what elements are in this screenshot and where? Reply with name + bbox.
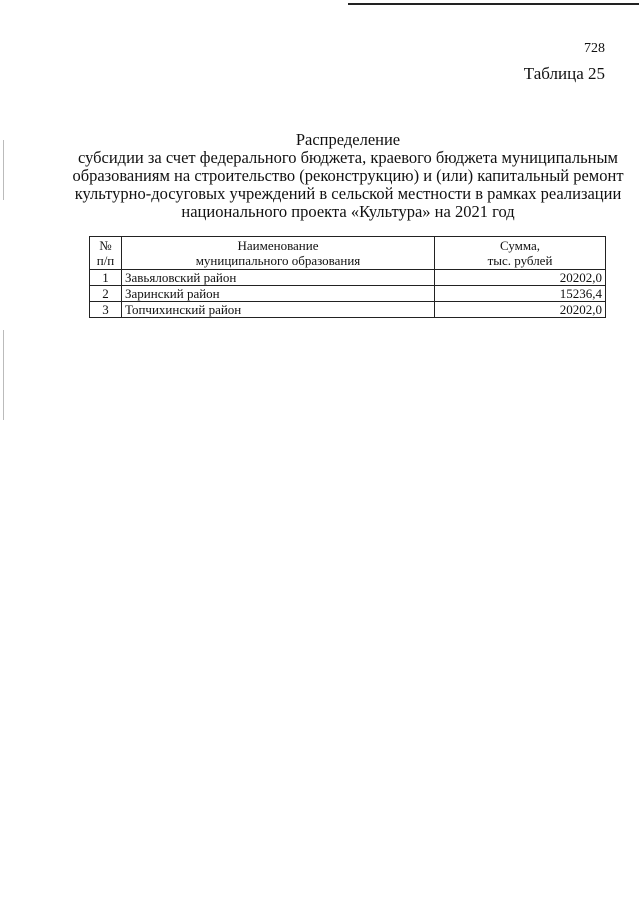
row-district: Топчихинский район: [122, 302, 435, 318]
scan-edge-mark: [3, 330, 4, 420]
subsidy-table: [89, 236, 606, 318]
title-line: субсидии за счет федерального бюджета, краевого бюджета муниципальным: [77, 148, 618, 167]
table-header-row: [90, 237, 606, 270]
top-edge-rule: [348, 3, 639, 5]
row-district: Заринский район: [122, 286, 435, 302]
table-row: [90, 302, 606, 318]
scan-edge-mark: [3, 140, 4, 200]
table-row: [90, 286, 606, 302]
row-sum: 20202,0: [435, 270, 606, 286]
row-sum: 20202,0: [435, 302, 606, 318]
document-title: [60, 131, 636, 221]
title-line: культурно-досуговых учреждений в сельской местности в рамках реализации: [74, 184, 622, 203]
header-name: Наименование муниципального образования: [122, 237, 435, 270]
page-number: 728: [584, 41, 605, 56]
title-line: образованиям на строительство (реконструкцию) и (или) капитальный ремонт: [72, 166, 624, 185]
header-sum: Сумма, тыс. рублей: [435, 237, 606, 270]
row-number: 2: [90, 286, 122, 302]
title-line: национального проекта «Культура» на 2021 год: [181, 202, 515, 221]
row-sum: 15236,4: [435, 286, 606, 302]
table-caption: Таблица 25: [523, 64, 605, 83]
table-row: [90, 270, 606, 286]
header-number: № п/п: [90, 237, 122, 270]
title-line: Распределение: [295, 130, 401, 149]
row-district: Завьяловский район: [122, 270, 435, 286]
row-number: 3: [90, 302, 122, 318]
row-number: 1: [90, 270, 122, 286]
